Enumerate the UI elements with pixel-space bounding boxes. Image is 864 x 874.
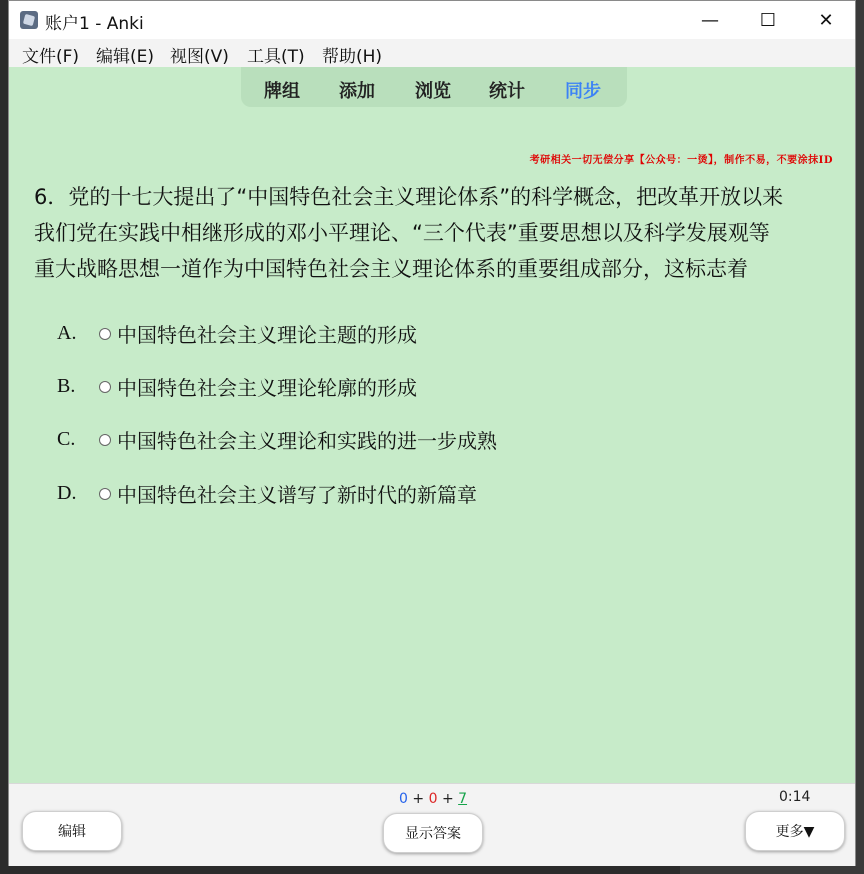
radio-button[interactable]	[99, 434, 111, 446]
option-c[interactable]	[57, 425, 497, 454]
window-title: 账户1 - Anki	[45, 14, 144, 34]
plus-sign: +	[441, 791, 454, 807]
option-letter: C.	[57, 428, 76, 450]
close-button[interactable]: ✕	[818, 9, 834, 31]
radio-button[interactable]	[99, 488, 111, 500]
bottom-bar	[9, 783, 855, 866]
minimize-button[interactable]: —	[701, 9, 719, 31]
review-area	[9, 67, 855, 783]
option-d[interactable]	[57, 479, 477, 508]
option-b[interactable]	[57, 372, 417, 401]
menu-bar	[9, 39, 855, 67]
option-text: 中国特色社会主义理论和实践的进一步成熟	[117, 429, 497, 453]
tab-decks[interactable]: 牌组	[264, 81, 300, 102]
watermark-notice: 考研相关一切无偿分享【公众号：一烫】，制作不易，不要涂抹ID	[529, 155, 833, 166]
review-count: 7	[458, 791, 468, 807]
desktop-background	[856, 0, 864, 874]
due-counts	[399, 791, 467, 807]
menu-file[interactable]: 文件(F)	[22, 47, 80, 67]
more-button[interactable]: 更多▼	[745, 811, 845, 851]
radio-button[interactable]	[99, 328, 111, 340]
tab-stats[interactable]: 统计	[489, 81, 525, 102]
new-count: 0	[399, 791, 408, 807]
menu-tools[interactable]: 工具(T)	[247, 47, 305, 67]
question-text	[34, 179, 834, 287]
option-letter: D.	[57, 482, 77, 504]
question-line: 我们党在实践中相继形成的邓小平理论、“三个代表”重要思想以及科学发展观等	[34, 221, 770, 245]
radio-button[interactable]	[99, 381, 111, 393]
question-line: 重大战略思想一道作为中国特色社会主义理论体系的重要组成部分，这标志着	[34, 257, 748, 281]
option-letter: B.	[57, 375, 76, 397]
maximize-button[interactable]: ☐	[759, 9, 777, 31]
tab-add[interactable]: 添加	[339, 81, 375, 102]
anki-window	[8, 0, 856, 866]
menu-view[interactable]: 视图(V)	[170, 47, 229, 67]
tab-sync[interactable]: 同步	[565, 81, 601, 102]
edit-button[interactable]: 编辑	[22, 811, 122, 851]
anki-app-icon	[20, 11, 38, 29]
option-letter: A.	[57, 322, 77, 344]
tab-browse[interactable]: 浏览	[415, 81, 451, 102]
menu-help[interactable]: 帮助(H)	[322, 47, 383, 67]
option-text: 中国特色社会主义谱写了新时代的新篇章	[117, 483, 477, 507]
question-line: 6．党的十七大提出了“中国特色社会主义理论体系”的科学概念，把改革开放以来	[34, 185, 784, 209]
option-text: 中国特色社会主义理论主题的形成	[117, 323, 417, 347]
option-text: 中国特色社会主义理论轮廓的形成	[117, 376, 417, 400]
top-toolbar	[241, 67, 627, 107]
show-answer-button[interactable]: 显示答案	[383, 813, 483, 853]
menu-edit[interactable]: 编辑(E)	[96, 47, 155, 67]
timer: 0:14	[779, 789, 811, 805]
learn-count: 0	[428, 791, 438, 807]
plus-sign: +	[412, 791, 425, 807]
title-bar	[9, 1, 855, 39]
option-a[interactable]	[57, 319, 417, 348]
